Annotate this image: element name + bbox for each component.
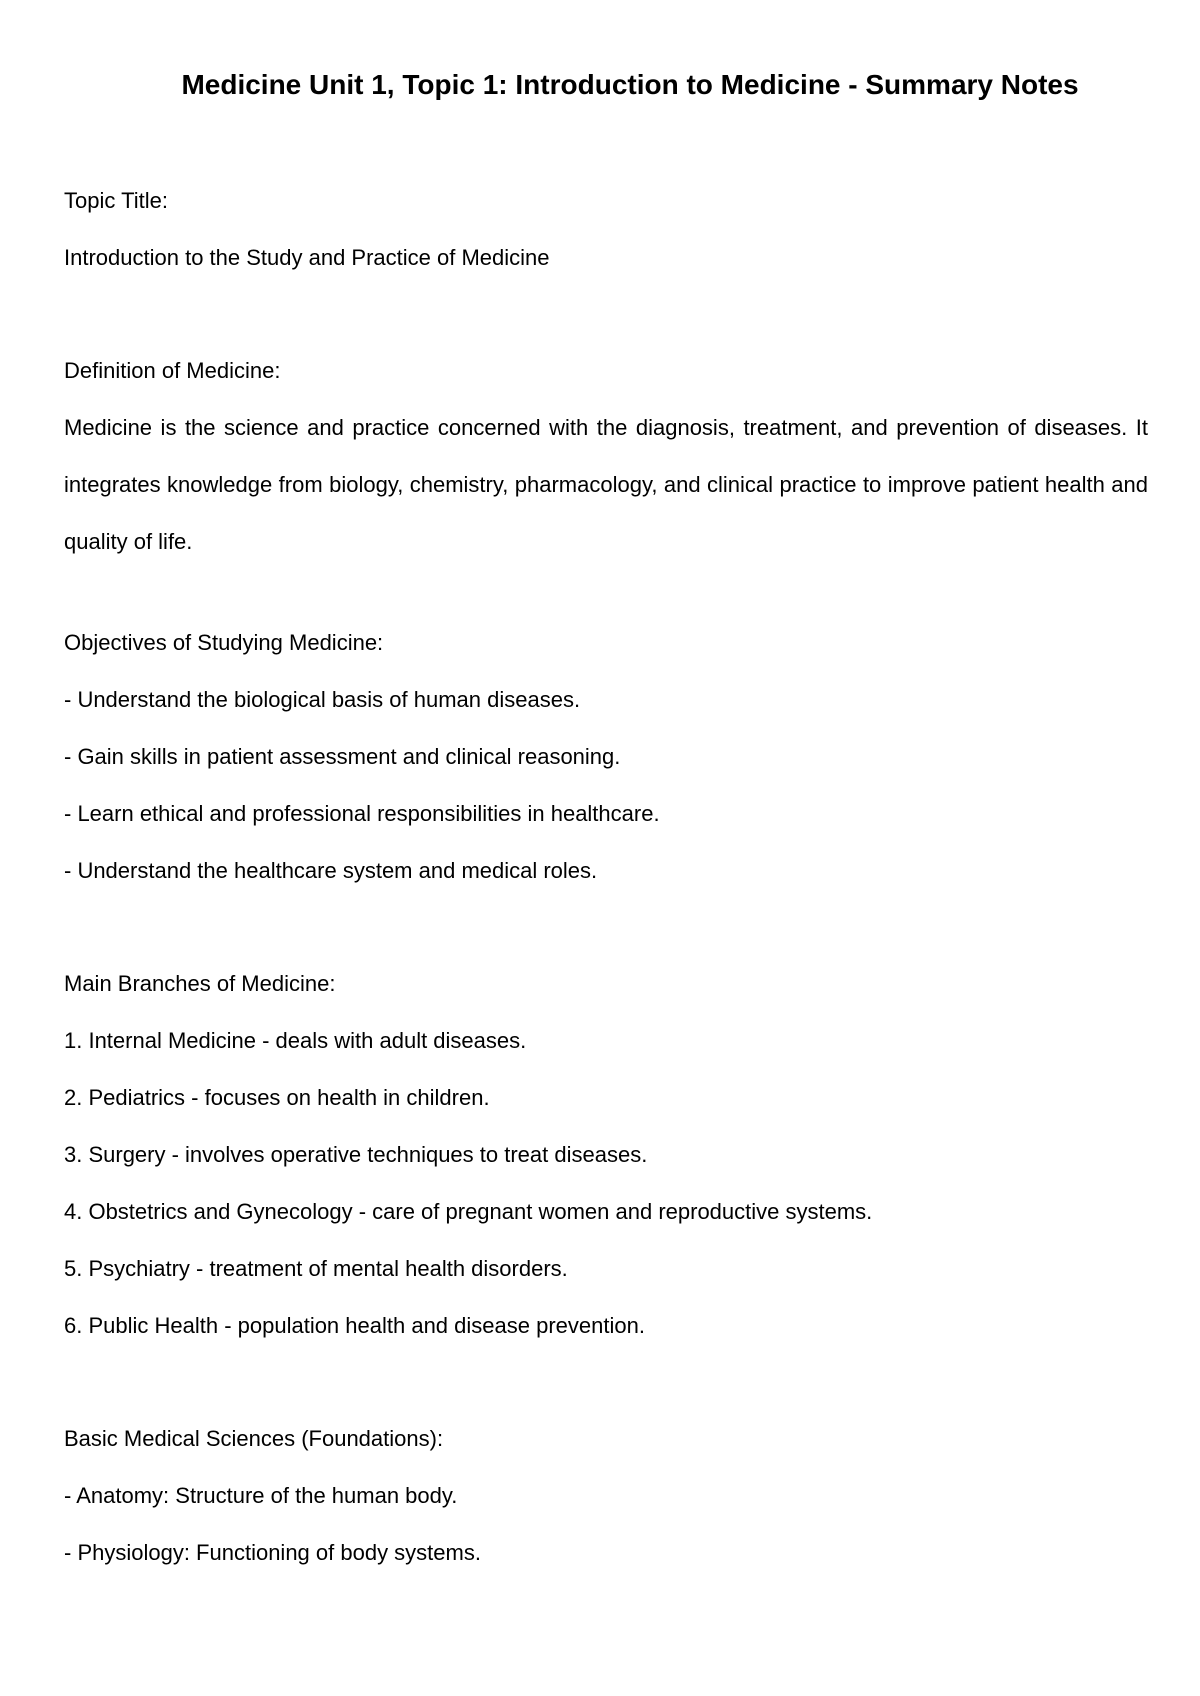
document-title: Medicine Unit 1, Topic 1: Introduction to Medicine - Summary Notes — [181, 69, 1079, 100]
sciences-heading: Basic Medical Sciences (Foundations): — [64, 1426, 444, 1451]
objective-item: - Understand the healthcare system and medical roles. — [64, 858, 598, 883]
science-item: - Physiology: Functioning of body systems. — [64, 1540, 481, 1565]
science-item: - Anatomy: Structure of the human body. — [64, 1483, 458, 1508]
spacer — [64, 911, 1148, 967]
topic-title-value: Introduction to the Study and Practice of Medicine — [64, 245, 550, 270]
document-body — [64, 184, 1148, 1593]
branch-item: 3. Surgery - involves operative techniques to treat diseases. — [64, 1142, 648, 1167]
objective-item: - Learn ethical and professional responsibilities in healthcare. — [64, 801, 660, 826]
spacer — [64, 298, 1148, 354]
branches-heading: Main Branches of Medicine: — [64, 971, 336, 996]
branch-item: 6. Public Health - population health and disease prevention. — [64, 1313, 645, 1338]
spacer — [64, 1366, 1148, 1422]
objective-item: - Understand the biological basis of human diseases. — [64, 687, 581, 712]
topic-title-label: Topic Title: — [64, 188, 168, 213]
definition-section — [64, 399, 1148, 570]
branch-item: 4. Obstetrics and Gynecology - care of pregnant women and reproductive systems. — [64, 1199, 873, 1224]
spacer — [64, 570, 1148, 626]
definition-heading: Definition of Medicine: — [64, 358, 281, 383]
branch-item: 1. Internal Medicine - deals with adult diseases. — [64, 1028, 527, 1053]
objective-item: - Gain skills in patient assessment and clinical reasoning. — [64, 744, 621, 769]
branch-item: 5. Psychiatry - treatment of mental health disorders. — [64, 1256, 568, 1281]
definition-text: Medicine is the science and practice concerned with the diagnosis, treatment, and prevention of diseases. It integrates knowledge from biology, chemistry, pharmacology, and clinical practice to improve patient health and quality of life. — [64, 415, 1148, 554]
objectives-heading: Objectives of Studying Medicine: — [64, 630, 384, 655]
branch-item: 2. Pediatrics - focuses on health in children. — [64, 1085, 490, 1110]
